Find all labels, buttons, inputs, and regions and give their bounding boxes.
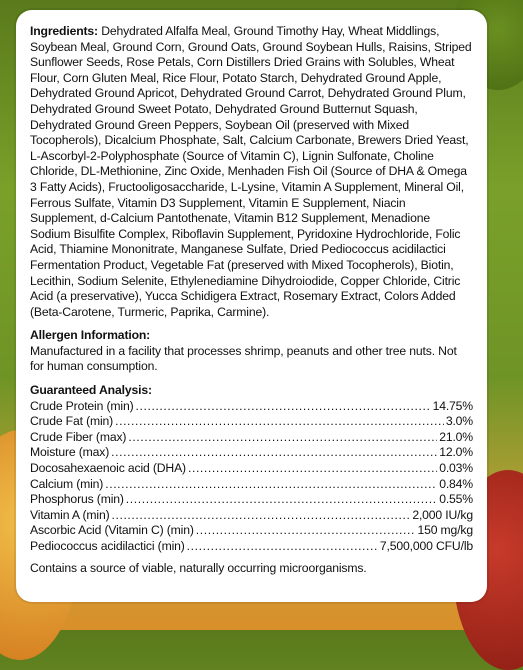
analysis-row-value: 0.84%	[439, 476, 473, 491]
analysis-row	[30, 477, 473, 493]
analysis-row-name: Crude Fat (min)	[30, 414, 114, 429]
ingredients-paragraph	[30, 24, 473, 320]
analysis-row-name: Vitamin A (min)	[30, 507, 110, 522]
ingredients-heading: Ingredients:	[30, 24, 98, 38]
leader-dots	[196, 523, 416, 539]
analysis-row	[30, 523, 473, 539]
leader-dots	[111, 445, 437, 461]
leader-dots	[188, 461, 437, 477]
allergen-text: Manufactured in a facility that processes shrimp, peanuts and other tree nuts. Not for human consumption.	[30, 343, 457, 374]
leader-dots	[126, 492, 437, 508]
analysis-row	[30, 445, 473, 461]
analysis-row	[30, 492, 473, 508]
analysis-row-value: 0.55%	[439, 492, 473, 507]
analysis-table	[30, 399, 473, 555]
analysis-row-value: 12.0%	[439, 445, 473, 460]
analysis-row-value: 0.03%	[439, 461, 473, 476]
ingredients-text: Dehydrated Alfalfa Meal, Ground Timothy Hay, Wheat Middlings, Soybean Meal, Ground Corn, Ground Oats, Ground Soybean Hulls, Raisins, Striped Sunflower Seeds, Rose Petals, Corn Distillers Dried Grains with Solubles, Wheat Flour, Corn Gluten Meal, Rice Flour, Potato Starch, Dehydrated Ground Apple, Dehydrated Ground Apricot, Dehydrated Ground Carrot, Dehydrated Ground Plum, Dehydrated Ground Sweet Potato, Dehydrated Ground Butternut Squash, Dehydrated Ground Green Peppers, Soybean Oil (preserved with Mixed Tocopherols), Dicalcium Phosphate, Salt, Calcium Carbonate, Brewers Dried Yeast, L-Ascorbyl-2-Polyphosphate (Source of Vitamin C), Lignin Sulfonate, Choline Chloride, DL-Methionine, Zinc Oxide, Menhaden Fish Oil (Source of DHA & Omega 3 Fatty Acids), Fructooligosaccharide, L-Lysine, Vitamin A Supplement, Mineral Oil, Ferrous Sulfate, Vitamin D3 Supplement, Vitamin E Supplement, Niacin Supplement, d-Calcium Pantothenate, Vitamin B12 Supplement, Menadione Sodium Bisulfite Complex, Riboflavin Supplement, Pyridoxine Hydrochloride, Folic Acid, Thiamine Mononitrate, Manganese Sulfate, Dried Pediococcus acidilactici Fermentation Product, Vegetable Fat (preserved with Mixed Tocopherols), Biotin, Lecithin, Sodium Selenite, Ethylenediamine Dihydroiodide, Copper Chloride, Citric Acid (a preservative), Yucca Schidigera Extract, Rosemary Extract, Colors Added (Beta-Carotene, Turmeric, Paprika, Carmine).	[30, 24, 472, 319]
footer-note: Contains a source of viable, naturally occurring microorganisms.	[30, 560, 367, 575]
analysis-row-value: 2,000 IU/kg	[412, 507, 473, 522]
leader-dots	[111, 508, 410, 524]
analysis-row-value: 3.0%	[445, 414, 473, 429]
leader-dots	[187, 539, 378, 555]
analysis-row-name: Crude Protein (min)	[30, 398, 134, 413]
label-panel	[16, 10, 487, 602]
leader-dots	[115, 414, 444, 430]
analysis-row	[30, 539, 473, 555]
analysis-row	[30, 508, 473, 524]
analysis-row-value: 150 mg/kg	[417, 523, 473, 538]
analysis-row	[30, 461, 473, 477]
analysis-row	[30, 399, 473, 415]
analysis-row-name: Ascorbic Acid (Vitamin C) (min)	[30, 523, 194, 538]
analysis-row-name: Phosphorus (min)	[30, 492, 124, 507]
analysis-row-name: Moisture (max)	[30, 445, 110, 460]
leader-dots	[128, 430, 437, 446]
analysis-row-name: Pediococcus acidilactici (min)	[30, 539, 185, 553]
analysis-row-name: Docosahexaenoic acid (DHA)	[30, 461, 186, 476]
analysis-row-name: Crude Fiber (max)	[30, 429, 127, 444]
allergen-heading: Allergen Information:	[30, 328, 151, 343]
leader-dots	[105, 477, 437, 493]
leader-dots	[136, 399, 431, 415]
analysis-row	[30, 430, 473, 446]
analysis-row-name: Calcium (min)	[30, 476, 104, 491]
analysis-row	[30, 414, 473, 430]
analysis-heading: Guaranteed Analysis:	[30, 383, 152, 398]
analysis-row-value: 14.75%	[432, 398, 473, 413]
analysis-row-value: 7,500,000 CFU/lb	[379, 539, 473, 553]
analysis-row-value: 21.0%	[439, 429, 473, 444]
